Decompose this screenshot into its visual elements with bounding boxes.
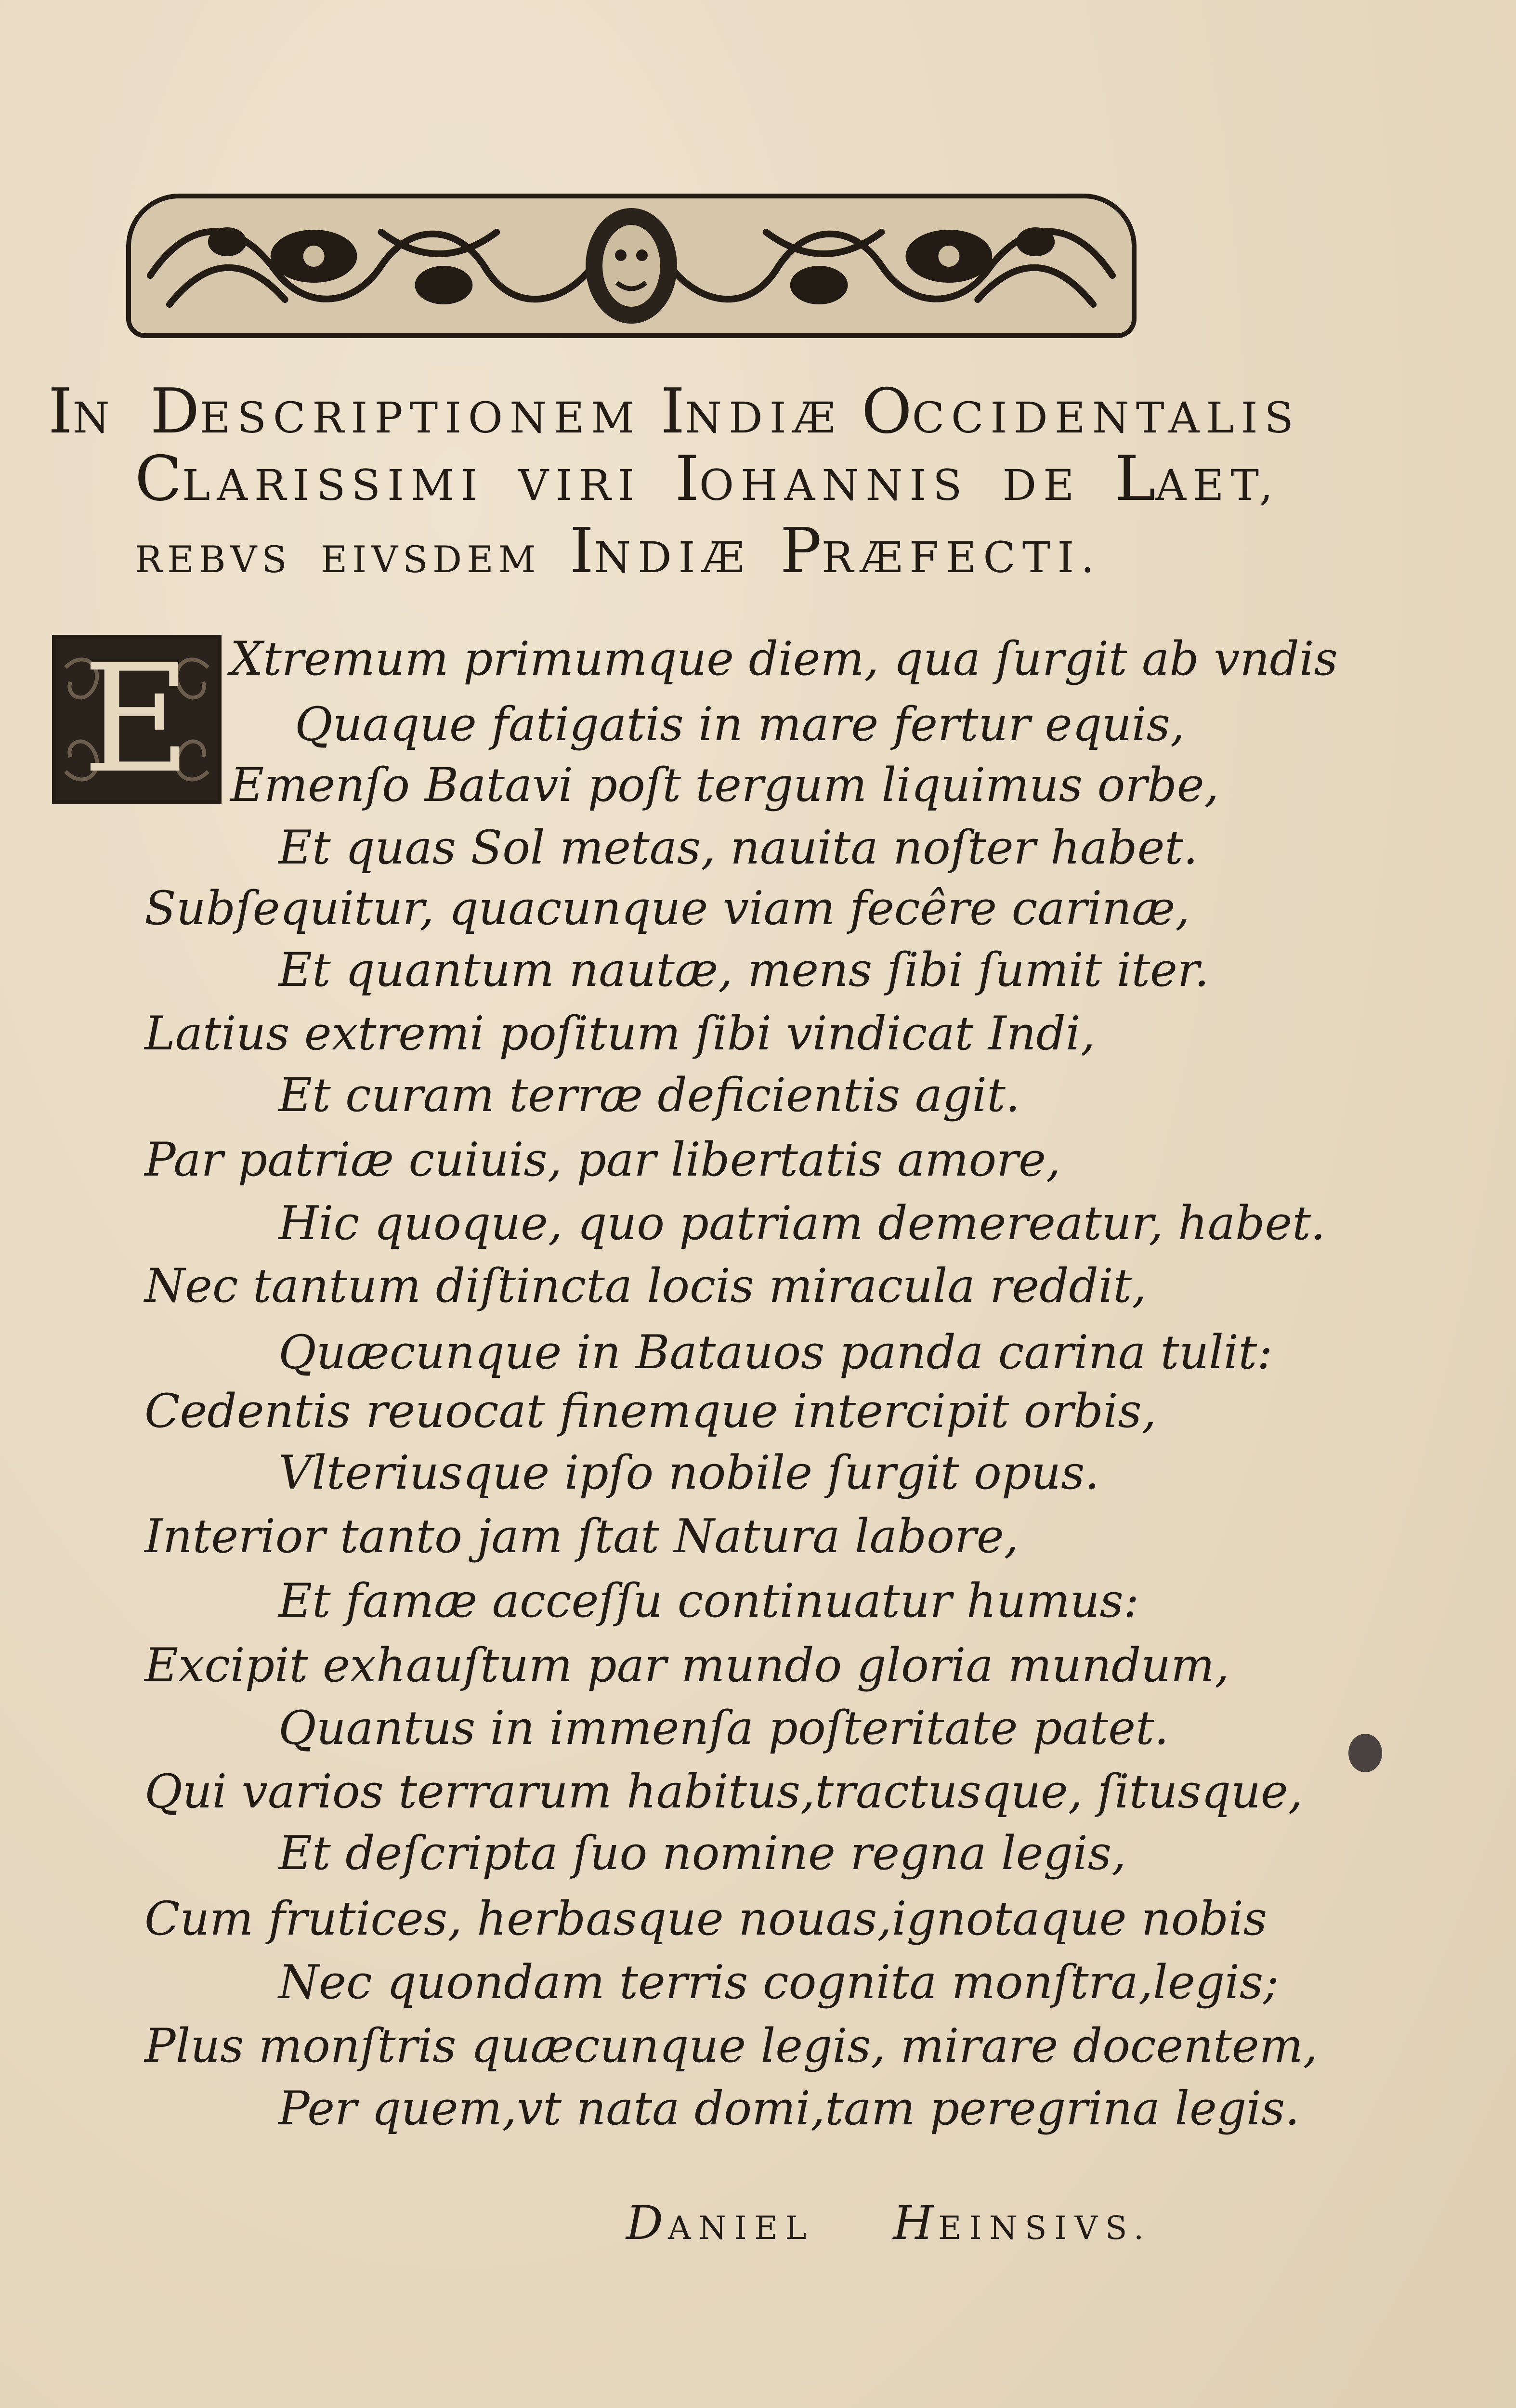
poem-line: Quaque fatigatis in mare fertur equis, [295, 697, 1185, 751]
title-line-3: REBVS EIVSDEM INDIÆ PRÆFECTI. [135, 515, 1101, 587]
poem-line: Excipit exhauſtum par mundo gloria mundum, [144, 1638, 1229, 1692]
poem-line: Emenſo Batavi poſt tergum liquimus orbe, [230, 758, 1219, 812]
poem-line: Cedentis reuocat finemque intercipit orbis, [144, 1384, 1157, 1438]
poem-line: Vlteriusque ipſo nobile ſurgit opus. [278, 1446, 1099, 1500]
decorated-initial [52, 632, 222, 806]
poem-line: Nec quondam terris cognita monſtra,legis; [278, 1955, 1279, 2009]
title-line-2: CLARISSIMI VIRI IOHANNIS DE LAET, [135, 443, 1280, 515]
poem-line: Et famæ acceſſu continuatur humus: [278, 1574, 1139, 1628]
poem-line: Par patriæ cuiuis, par libertatis amore, [144, 1133, 1061, 1187]
poem-line: Interior tanto jam ſtat Natura labore, [144, 1509, 1019, 1563]
poem-line: Per quem,vt nata domi,tam peregrina legis. [278, 2081, 1300, 2135]
author-signature: DANIEL HEINSIVS. [626, 2196, 1151, 2250]
ink-stain [1348, 1734, 1382, 1772]
poem-line: Cum frutices, herbasque nouas,ignotaque nobis [144, 1892, 1268, 1946]
headpiece-engraving [131, 198, 1132, 333]
poem-line: Et curam terræ deficientis agit. [278, 1068, 1020, 1122]
initial-letter: E [82, 632, 192, 806]
ornamental-headpiece-icon [126, 194, 1137, 338]
poem-line: Plus monſtris quæcunque legis, mirare docentem, [144, 2019, 1318, 2073]
poem-line: Hic quoque, quo patriam demereatur, habet. [278, 1196, 1326, 1250]
poem-line: Et quantum nautæ, mens ſibi ſumit iter. [278, 943, 1209, 997]
title-line-1: IN DESCRIPTIONEM INDIÆ OCCIDENTALIS [48, 376, 1300, 447]
poem-line: Nec tantum diſtincta locis miracula reddit, [144, 1259, 1147, 1313]
poem-line: Qui varios terrarum habitus,tractusque, ſitusque, [144, 1765, 1303, 1819]
poem-line: Xtremum primumque diem, qua ſurgit ab vndis [230, 632, 1338, 686]
poem-line: Quantus in immenſa poſteritate patet. [278, 1701, 1169, 1755]
poem-line: Quæcunque in Batauos panda carina tulit: [278, 1325, 1273, 1379]
poem-line: Latius extremi poſitum ſibi vindicat Indi, [144, 1007, 1096, 1060]
poem-line: Subſequitur, quacunque viam fecêre carinæ, [144, 881, 1190, 935]
poem-line: Et quas Sol metas, nauita noſter habet. [278, 821, 1198, 875]
poem-line: Et deſcripta ſuo nomine regna legis, [278, 1826, 1126, 1880]
